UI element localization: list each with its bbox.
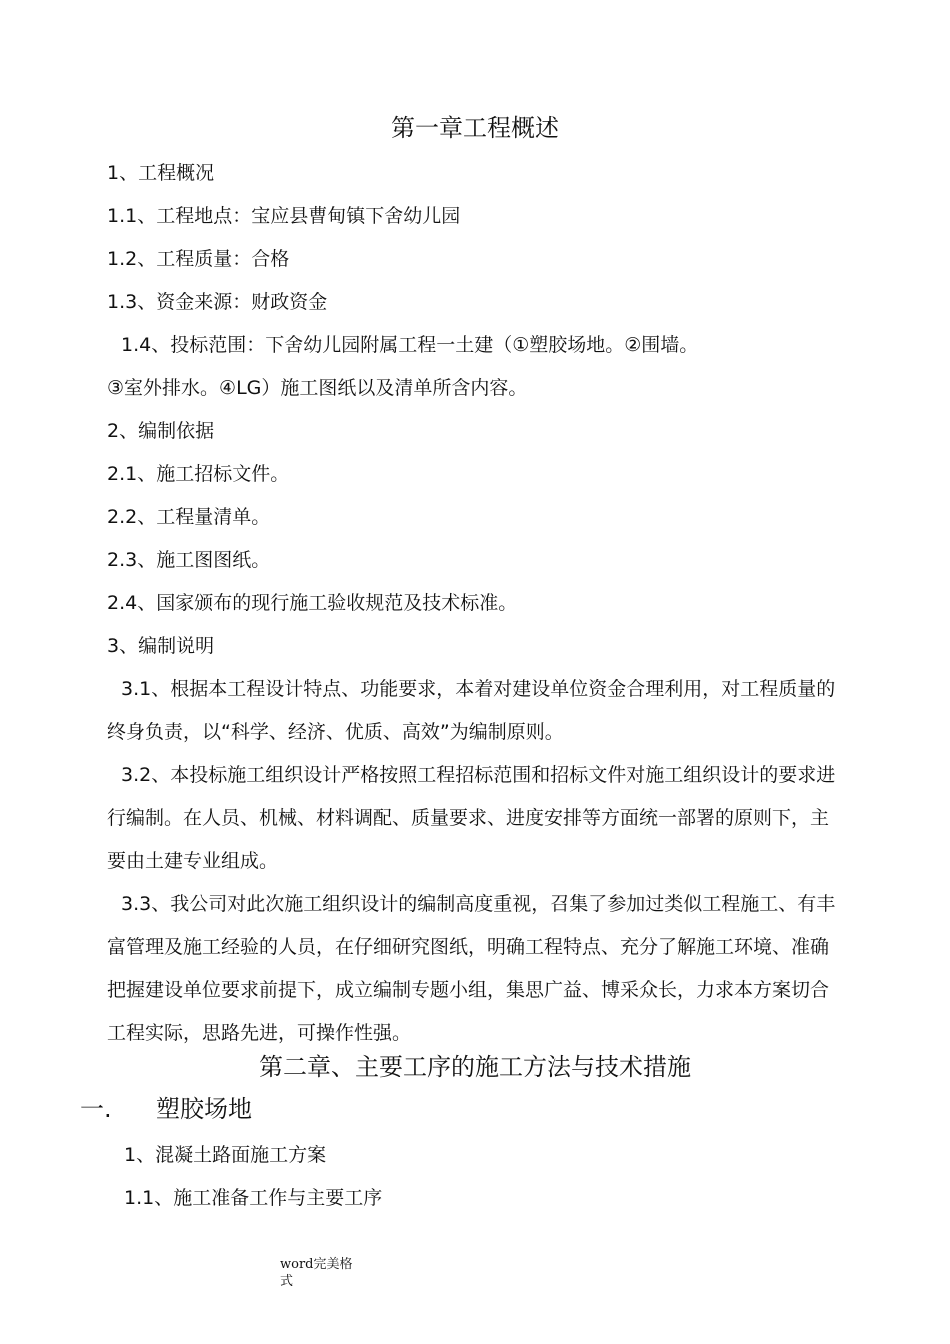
footer-line-2: 式	[280, 1274, 294, 1289]
item-2-4: 2.4、国家颁布的现行施工验收规范及技术标准。	[107, 592, 518, 614]
item-3-3-line-4: 工程实际，思路先进，可操作性强。	[107, 1022, 412, 1044]
item-1-1: 1.1、工程地点：宝应县曹甸镇下舍幼儿园	[107, 205, 461, 227]
item-1-4-line-2: ③室外排水。④LG）施工图纸以及清单所含内容。	[107, 377, 528, 399]
item-3-2-line-2: 行编制。在人员、机械、材料调配、质量要求、进度安排等方面统一部署的原则下，主	[107, 807, 830, 829]
chapter-2-title: 第二章、主要工序的施工方法与技术措施	[259, 1053, 691, 1081]
footer-line-1: word完美格	[280, 1257, 353, 1272]
item-1-2: 1.2、工程质量：合格	[107, 248, 290, 270]
item-2-3: 2.3、施工图图纸。	[107, 549, 271, 571]
item-3-1-line-1: 3.1、根据本工程设计特点、功能要求，本着对建设单位资金合理利用，对工程质量的	[121, 678, 836, 700]
item-3-3-line-1: 3.3、我公司对此次施工组织设计的编制高度重视，召集了参加过类似工程施工、有丰	[121, 893, 836, 915]
item-2-1: 2.1、施工招标文件。	[107, 463, 290, 485]
section-number: 一.	[80, 1095, 112, 1123]
item-3-3-line-2: 富管理及施工经验的人员，在仔细研究图纸，明确工程特点、充分了解施工环境、准确	[107, 936, 830, 958]
section-title: 塑胶场地	[156, 1095, 252, 1123]
item-3-1-line-2: 终身负责，以“科学、经济、优质、高效”为编制原则。	[107, 721, 564, 743]
subsection-1: 1、混凝土路面施工方案	[124, 1144, 327, 1166]
section-1-heading: 1、工程概况	[107, 162, 215, 184]
item-1-3: 1.3、资金来源：财政资金	[107, 291, 328, 313]
item-3-2-line-3: 要由土建专业组成。	[107, 850, 279, 872]
item-1-4-line-1: 1.4、投标范围：下舍幼儿园附属工程一土建（①塑胶场地。②围墙。	[121, 334, 699, 356]
item-2-2: 2.2、工程量清单。	[107, 506, 271, 528]
section-3-heading: 3、编制说明	[107, 635, 215, 657]
subsection-1-1: 1.1、施工准备工作与主要工序	[124, 1187, 383, 1209]
item-3-2-line-1: 3.2、本投标施工组织设计严格按照工程招标范围和招标文件对施工组织设计的要求进	[121, 764, 836, 786]
section-2-heading: 2、编制依据	[107, 420, 215, 442]
chapter-1-title: 第一章工程概述	[391, 114, 559, 142]
item-3-3-line-3: 把握建设单位要求前提下，成立编制专题小组，集思广益、博采众长，力求本方案切合	[107, 979, 830, 1001]
